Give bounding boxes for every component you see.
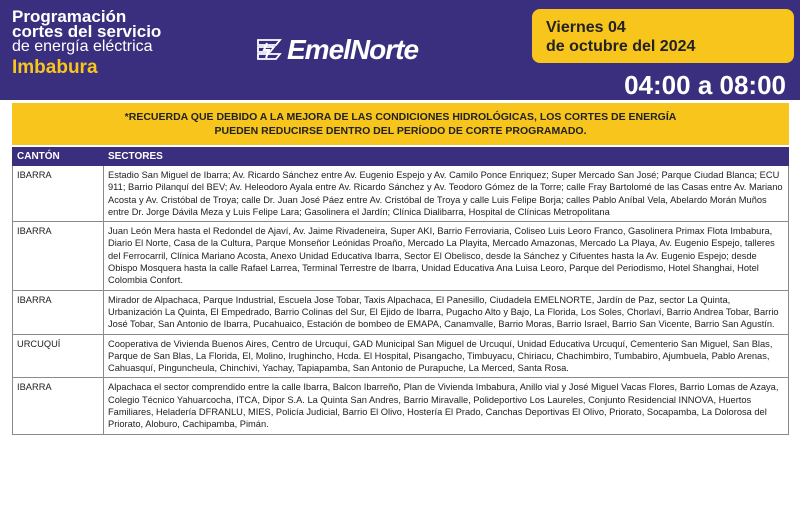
canton-cell: IBARRA: [13, 290, 104, 334]
region-label: Imbabura: [12, 57, 98, 78]
header-banner: [0, 0, 800, 100]
date-line-2: de octubre del 2024: [546, 38, 696, 55]
title-line-3: de energía eléctrica: [12, 38, 153, 55]
sectores-cell: Alpachaca el sector comprendido entre la calle Ibarra, Balcon Ibarreño, Plan de Vivienda Imbabura, Anillo vial y José Miguel Vacas Flores, Barrio Lomas de Azaya, Colegio Técnico Yahuarcocha, ITCA, Dipor S.A. La Quinta San Andres, Barrio Miravalle, Polideportivo Los Laureles, Conjunto Residencial INNOVA, Huertos Familiares, Heladería DFRANLU, MIES, Policía Judicial, Barrio El Olivo, Hostería El Prado, Canchas Deportivas El Olivo, Priorato, Socapamba, La Dolorosa del Priorato, Aloburo, Cachipamba, Pimán.: [104, 378, 789, 434]
notice-banner: [12, 103, 789, 145]
brand-name: EmelNorte: [287, 34, 419, 65]
canton-cell: IBARRA: [13, 166, 104, 222]
table-row: [13, 290, 789, 334]
title-line-2: cortes del servicio: [12, 22, 162, 41]
outage-table: [12, 147, 789, 435]
table-row: [13, 378, 789, 434]
canton-cell: IBARRA: [13, 378, 104, 434]
date-badge: [532, 9, 794, 63]
table-row: [13, 166, 789, 222]
notice-line-2: PUEDEN REDUCIRSE DENTRO DEL PERÍODO DE CORTE PROGRAMADO.: [214, 125, 587, 137]
sectores-cell: Juan León Mera hasta el Redondel de Ajaví, Av. Jaime Rivadeneira, Super AKI, Barrio Ferroviaria, Coliseo Luis Leoro Franco, Gasolinera Primax Flota Imbabura, Diario El Norte, Casa de la Cultura, Parque Monseñor Leónidas Proaño, Mercado La Playita, Mercado Amazonas, Mercado La Playa, Av. Eugenio Espejo, talleres del Ferrocarril, Clínica Mariano Acosta, Anexo Unidad Educativa Ibarra, Sector El Obelisco, desde la Sánchez y Cifuentes hasta la Av. Eugenio Espejo; desde Obispo Mosquera hasta la calle Rafael Larrea, Terminal Terrestre de Ibarra, Unidad Educativa Ana Luisa Leoro, Parque del Periodismo, Hotel Shanghai, Hotel Colombia Confort.: [104, 222, 789, 290]
table-row: [13, 334, 789, 378]
table-header-row: [13, 148, 789, 166]
emelnorte-logo-icon: [255, 37, 283, 63]
column-header-canton: CANTÓN: [13, 148, 104, 166]
canton-cell: URCUQUÍ: [13, 334, 104, 378]
sectores-cell: Estadio San Miguel de Ibarra; Av. Ricardo Sánchez entre Av. Eugenio Espejo y Av. Camilo Ponce Enriquez; Super Mercado San José; Parque Ciudad Blanca; ECU 911; Barrio Pilanquí del BEV; Av. Heleodoro Ayala entre Av. Ricardo Sánchez y Av. Teodoro Gómez de la Torre; calle Fray Bartolomé de las Casas entre Av. Mariano Acosta y Av. Cristóbal de Troya; calle Dr. Juan José Páez entre Av. Cristóbal de Troya y calle Luis Felipe Borja; calles Pablo Aníbal Vela, Abelardo Morán Muños entre Dr. Jorge Dávila Meza y Luis Felipe Lara; Gasolinera el Jardín; Clínica Dialibarra, Hospital de Clínicas Metropolitana: [104, 166, 789, 222]
sectores-cell: Cooperativa de Vivienda Buenos Aires, Centro de Urcuquí, GAD Municipal San Miguel de Urcuquí, Unidad Educativa Urcuquí, Cementerio San Miguel, San Blas, Parque de San Blas, La Florida, El, Molino, Irughincho, Hcda. El Hospital, Pisangacho, Timbuyacu, Chiriacu, Chachimbiro, Tumbabiro, Ajumbuela, Pablo Arenas, Cahuasquí, Pinguncheula, Chinchivi, Yachay, Tapiapamba, San Antonio de Purapuche, La Merced, Santa Rosa.: [104, 334, 789, 378]
sectores-cell: Mirador de Alpachaca, Parque Industrial, Escuela Jose Tobar, Taxis Alpachaca, El Panesillo, Ciudadela EMELNORTE, Jardín de Paz, sector La Quinta, Urbanización La Quinta, El Empedrado, Barrio Colinas del Sur, El Ejido de Ibarra, Pugacho Alto y Bajo, La Florida, Los Soles, Chorlaví, Barrio Andrea Tobar, Barrio José Tobar, San Antonio de Ibarra, Pucahuaico, Estación de bombeo de EMAPA, Canamvalle, Barrio Moras, Barrio Israel, Barrio San Vicente, Barrio San Agustín.: [104, 290, 789, 334]
title-line-1: Programación: [12, 7, 127, 26]
time-range: 04:00 a 08:00: [624, 70, 786, 100]
column-header-sectores: SECTORES: [104, 148, 789, 166]
brand-logo: [255, 34, 418, 66]
title-block: [12, 9, 161, 78]
notice-line-1: *RECUERDA QUE DEBIDO A LA MEJORA DE LAS CONDICIONES HIDROLÓGICAS, LOS CORTES DE ENERGÍA: [124, 111, 677, 123]
date-line-1: Viernes 04: [546, 19, 626, 36]
canton-cell: IBARRA: [13, 222, 104, 290]
table-row: [13, 222, 789, 290]
